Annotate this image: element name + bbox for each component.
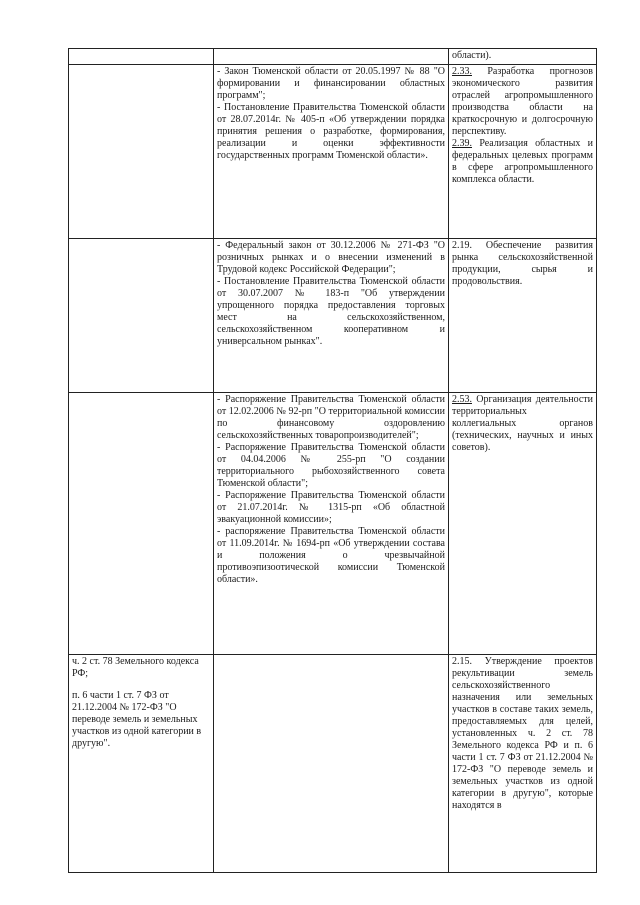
act-item: - Постановление Правительства Тюменской области от 30.07.2007 № 183-п "Об утверждении упрощенного порядка предоставления торговых мест на сельскохозяйственном, сельскохозяйственном кооперативном и универсальном рынках".: [217, 276, 445, 347]
cell-function: [449, 49, 597, 65]
item-text: Обеспечение развития рынка сельскохозяйственной продукции, сырья и продовольствия.: [452, 240, 593, 287]
item-number: 2.53.: [452, 394, 472, 405]
act-item: - Постановление Правительства Тюменской области от 28.07.2014г. № 405-п «Об утверждении порядка принятия решения о разработке, формирования, реализации и оценки эффективности государственных программ Тюменской области».: [217, 102, 445, 161]
table-row: [69, 655, 597, 873]
act-item: - Распоряжение Правительства Тюменской области от 21.07.2014г. № 1315-рп «Об областной эвакуационной комиссии»;: [217, 490, 445, 525]
item-number: 2.33.: [452, 66, 472, 77]
item-number: 2.19.: [452, 240, 472, 251]
cell-basis: [69, 49, 214, 65]
act-item: - Закон Тюменской области от 20.05.1997 № 88 "О формировании и финансировании областных программ";: [217, 66, 445, 101]
cell-basis: [69, 393, 214, 655]
cell-basis: [69, 65, 214, 239]
spacer: [72, 680, 210, 690]
table-row: [69, 49, 597, 65]
cell-basis: [69, 655, 214, 873]
function-item: [452, 66, 593, 138]
function-text: 2.15. Утверждение проектов рекультивации земель сельскохозяйственного назначения или земельных участков в составе таких земель, предоставляемых для целей, установленных ч. 2 ст. 78 Земельного кодекса РФ и п. 6 части 1 ст. 7 ФЗ от 21.12.2004 № 172-ФЗ "О переводе земель и земельных участков из одной категории в другую", которые находятся в: [452, 656, 593, 811]
cell-function: [449, 65, 597, 239]
function-item: [452, 240, 593, 288]
item-text: Разработка прогнозов экономического развития отраслей агропромышленного производства области на краткосрочную и долгосрочную перспективу.: [452, 66, 593, 137]
cell-function: [449, 393, 597, 655]
cell-normative-acts: [214, 49, 449, 65]
act-item: - распоряжение Правительства Тюменской области от 11.09.2014г. № 1694-рп «Об утверждении состава и положения о чрезвычайной противоэпизоотической комиссии Тюменской области».: [217, 526, 445, 585]
function-text: области).: [452, 50, 492, 61]
cell-function: [449, 655, 597, 873]
table-row: [69, 239, 597, 393]
item-number: 2.39.: [452, 138, 472, 149]
cell-normative-acts: [214, 393, 449, 655]
cell-normative-acts: [214, 239, 449, 393]
act-item: - Федеральный закон от 30.12.2006 № 271-ФЗ "О розничных рынках и о внесении изменений в Трудовой кодекс Российской Федерации";: [217, 240, 445, 275]
function-item: [452, 394, 593, 454]
cell-basis: [69, 239, 214, 393]
act-item: - Распоряжение Правительства Тюменской области от 04.04.2006 № 255-рп "О создании территориального рыбохозяйственного совета Тюменской области";: [217, 442, 445, 489]
document-table: [68, 48, 597, 873]
cell-normative-acts: [214, 65, 449, 239]
legal-basis-item: п. 6 части 1 ст. 7 ФЗ от 21.12.2004 № 172-ФЗ "О переводе земель и земельных участков из одной категории в другую".: [72, 690, 202, 749]
item-text: Реализация областных и федеральных целевых программ в сфере агропромышленного комплекса области.: [452, 138, 593, 185]
table-row: [69, 393, 597, 655]
cell-function: [449, 239, 597, 393]
legal-basis-item: ч. 2 ст. 78 Земельного кодекса РФ;: [72, 656, 199, 679]
act-item: - Распоряжение Правительства Тюменской области от 12.02.2006 № 92-рп "О территориальной комиссии по финансовому оздоровлению сельскохозяйственных товаропроизводителей";: [217, 394, 445, 441]
function-item: [452, 138, 593, 186]
item-text: Организация деятельности территориальных коллегиальных органов (технических, научных и иных советов).: [452, 394, 593, 453]
table-row: [69, 65, 597, 239]
cell-normative-acts: [214, 655, 449, 873]
